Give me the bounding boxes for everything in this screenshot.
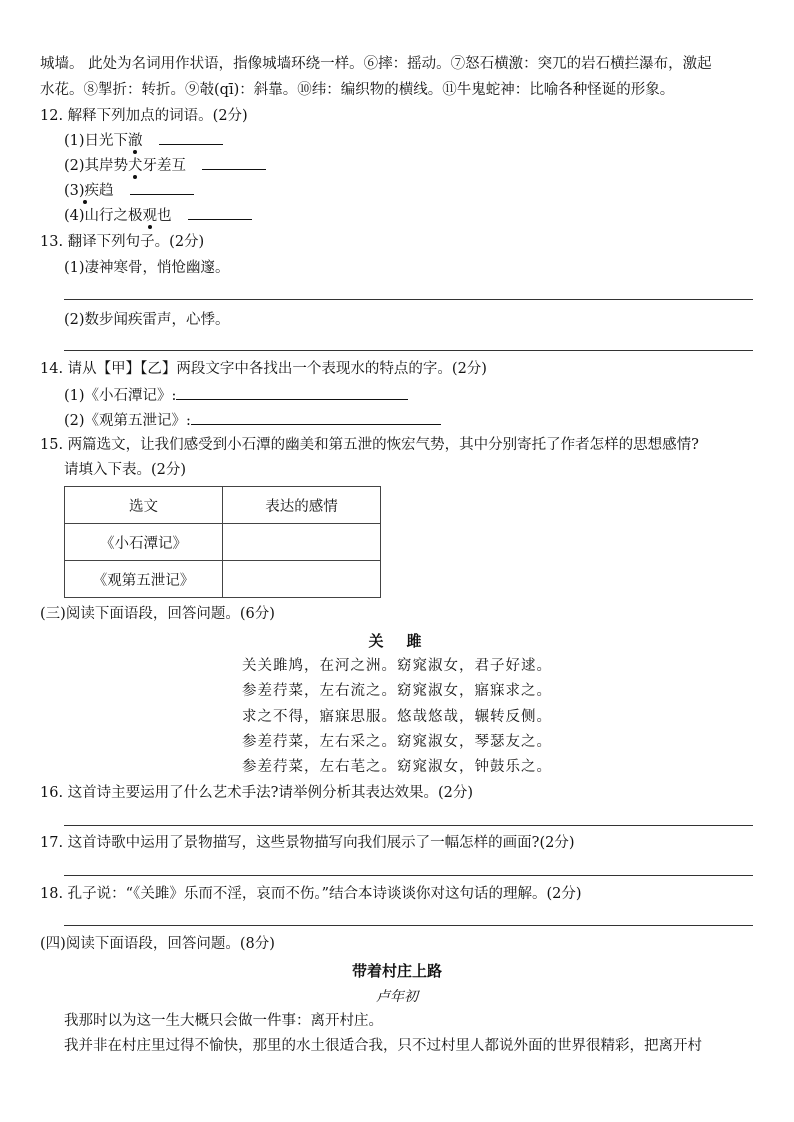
question-12-stem: 12. 解释下列加点的词语。(2分) (40, 108, 248, 124)
answer-line[interactable] (64, 875, 753, 876)
q12-item-1: (1)日光下澈 (64, 131, 223, 151)
poem-line: 求之不得，寤寐思服。悠哉悠哉，辗转反侧。 (242, 709, 552, 725)
emotion-table (64, 486, 381, 598)
question-17-stem: 17. 这首诗歌中运用了景物描写，这些景物描写向我们展示了一幅怎样的画面?(2分) (40, 835, 575, 851)
section-3-heading: (三)阅读下面语段，回答问题。(6分) (40, 606, 275, 622)
poem-line: 参差荇菜，左右芼之。窈窕淑女，钟鼓乐之。 (242, 759, 552, 775)
answer-blank[interactable] (191, 410, 441, 425)
question-15-stem-1: 15. 两篇选文，让我们感受到小石潭的幽美和第五泄的恢宏气势，其中分别寄托了作者怎样的思想感情? (40, 437, 699, 453)
table-header-cell: 表达的感情 (223, 487, 381, 524)
question-15-stem-2: 请填入下表。(2分) (64, 462, 187, 478)
q12-item-2: (2)其岸势犬牙差互 (64, 156, 266, 176)
answer-line[interactable] (64, 299, 753, 300)
annotation-notes-line-1: 城墙。 此处为名词用作状语，指像城墙环绕一样。⑥摔：摇动。⑦怒石横激：突兀的岩石横拦瀑布，激起 (40, 56, 712, 72)
article-author: 卢年初 (376, 989, 418, 1005)
table-header-row (65, 487, 381, 524)
poem-line: 参差荇菜，左右流之。窈窕淑女，寤寐求之。 (242, 683, 552, 699)
question-18-stem: 18. 孔子说：“《关雎》乐而不淫，哀而不伤。”结合本诗谈谈你对这句话的理解。(2分) (40, 886, 582, 902)
q13-sentence-2: (2)数步闻疾雷声，心悸。 (64, 312, 230, 328)
answer-blank[interactable] (130, 182, 194, 195)
answer-line[interactable] (64, 825, 753, 826)
answer-cell[interactable] (223, 561, 381, 598)
answer-blank[interactable] (188, 207, 252, 220)
answer-blank[interactable] (159, 132, 223, 145)
q14-item-a: (1)《小石潭记》: (64, 385, 408, 406)
article-title: 带着村庄上路 (351, 962, 442, 980)
table-header-cell: 选文 (65, 487, 223, 524)
table-cell: 《小石潭记》 (65, 524, 223, 561)
poem-line: 参差荇菜，左右采之。窈窕淑女，琴瑟友之。 (242, 734, 552, 750)
q12-item-3: (3)疾趋 (64, 181, 194, 201)
section-4-heading: (四)阅读下面语段，回答问题。(8分) (40, 936, 275, 952)
annotation-notes-line-2: 水花。⑧掣折：转折。⑨攲(qī)：斜靠。⑩纬：编织物的横线。⑪牛鬼蛇神：比喻各种怪诞的形象。 (40, 82, 675, 98)
question-13-stem: 13. 翻译下列句子。(2分) (40, 234, 205, 250)
answer-cell[interactable] (223, 524, 381, 561)
table-row (65, 524, 381, 561)
answer-blank[interactable] (202, 157, 266, 170)
q13-sentence-1: (1)凄神寒骨，悄怆幽邃。 (64, 260, 230, 276)
question-14-stem: 14. 请从【甲】【乙】两段文字中各找出一个表现水的特点的字。(2分) (40, 361, 487, 377)
answer-blank[interactable] (176, 385, 408, 400)
q12-item-4: (4)山行之极观也 (64, 206, 252, 226)
q14-item-b: (2)《观第五泄记》: (64, 410, 441, 431)
question-16-stem: 16. 这首诗主要运用了什么艺术手法?请举例分析其表达效果。(2分) (40, 785, 473, 801)
answer-line[interactable] (64, 350, 753, 351)
article-paragraph-1: 我那时以为这一生大概只会做一件事：离开村庄。 (64, 1013, 383, 1029)
table-cell: 《观第五泄记》 (65, 561, 223, 598)
answer-line[interactable] (64, 925, 753, 926)
poem-title: 关 雎 (368, 632, 426, 650)
table-row (65, 561, 381, 598)
poem-line: 关关雎鸠，在河之洲。窈窕淑女，君子好逑。 (242, 658, 552, 674)
article-paragraph-2: 我并非在村庄里过得不愉快，那里的水土很适合我，只不过村里人都说外面的世界很精彩，把离开村 (64, 1038, 702, 1054)
